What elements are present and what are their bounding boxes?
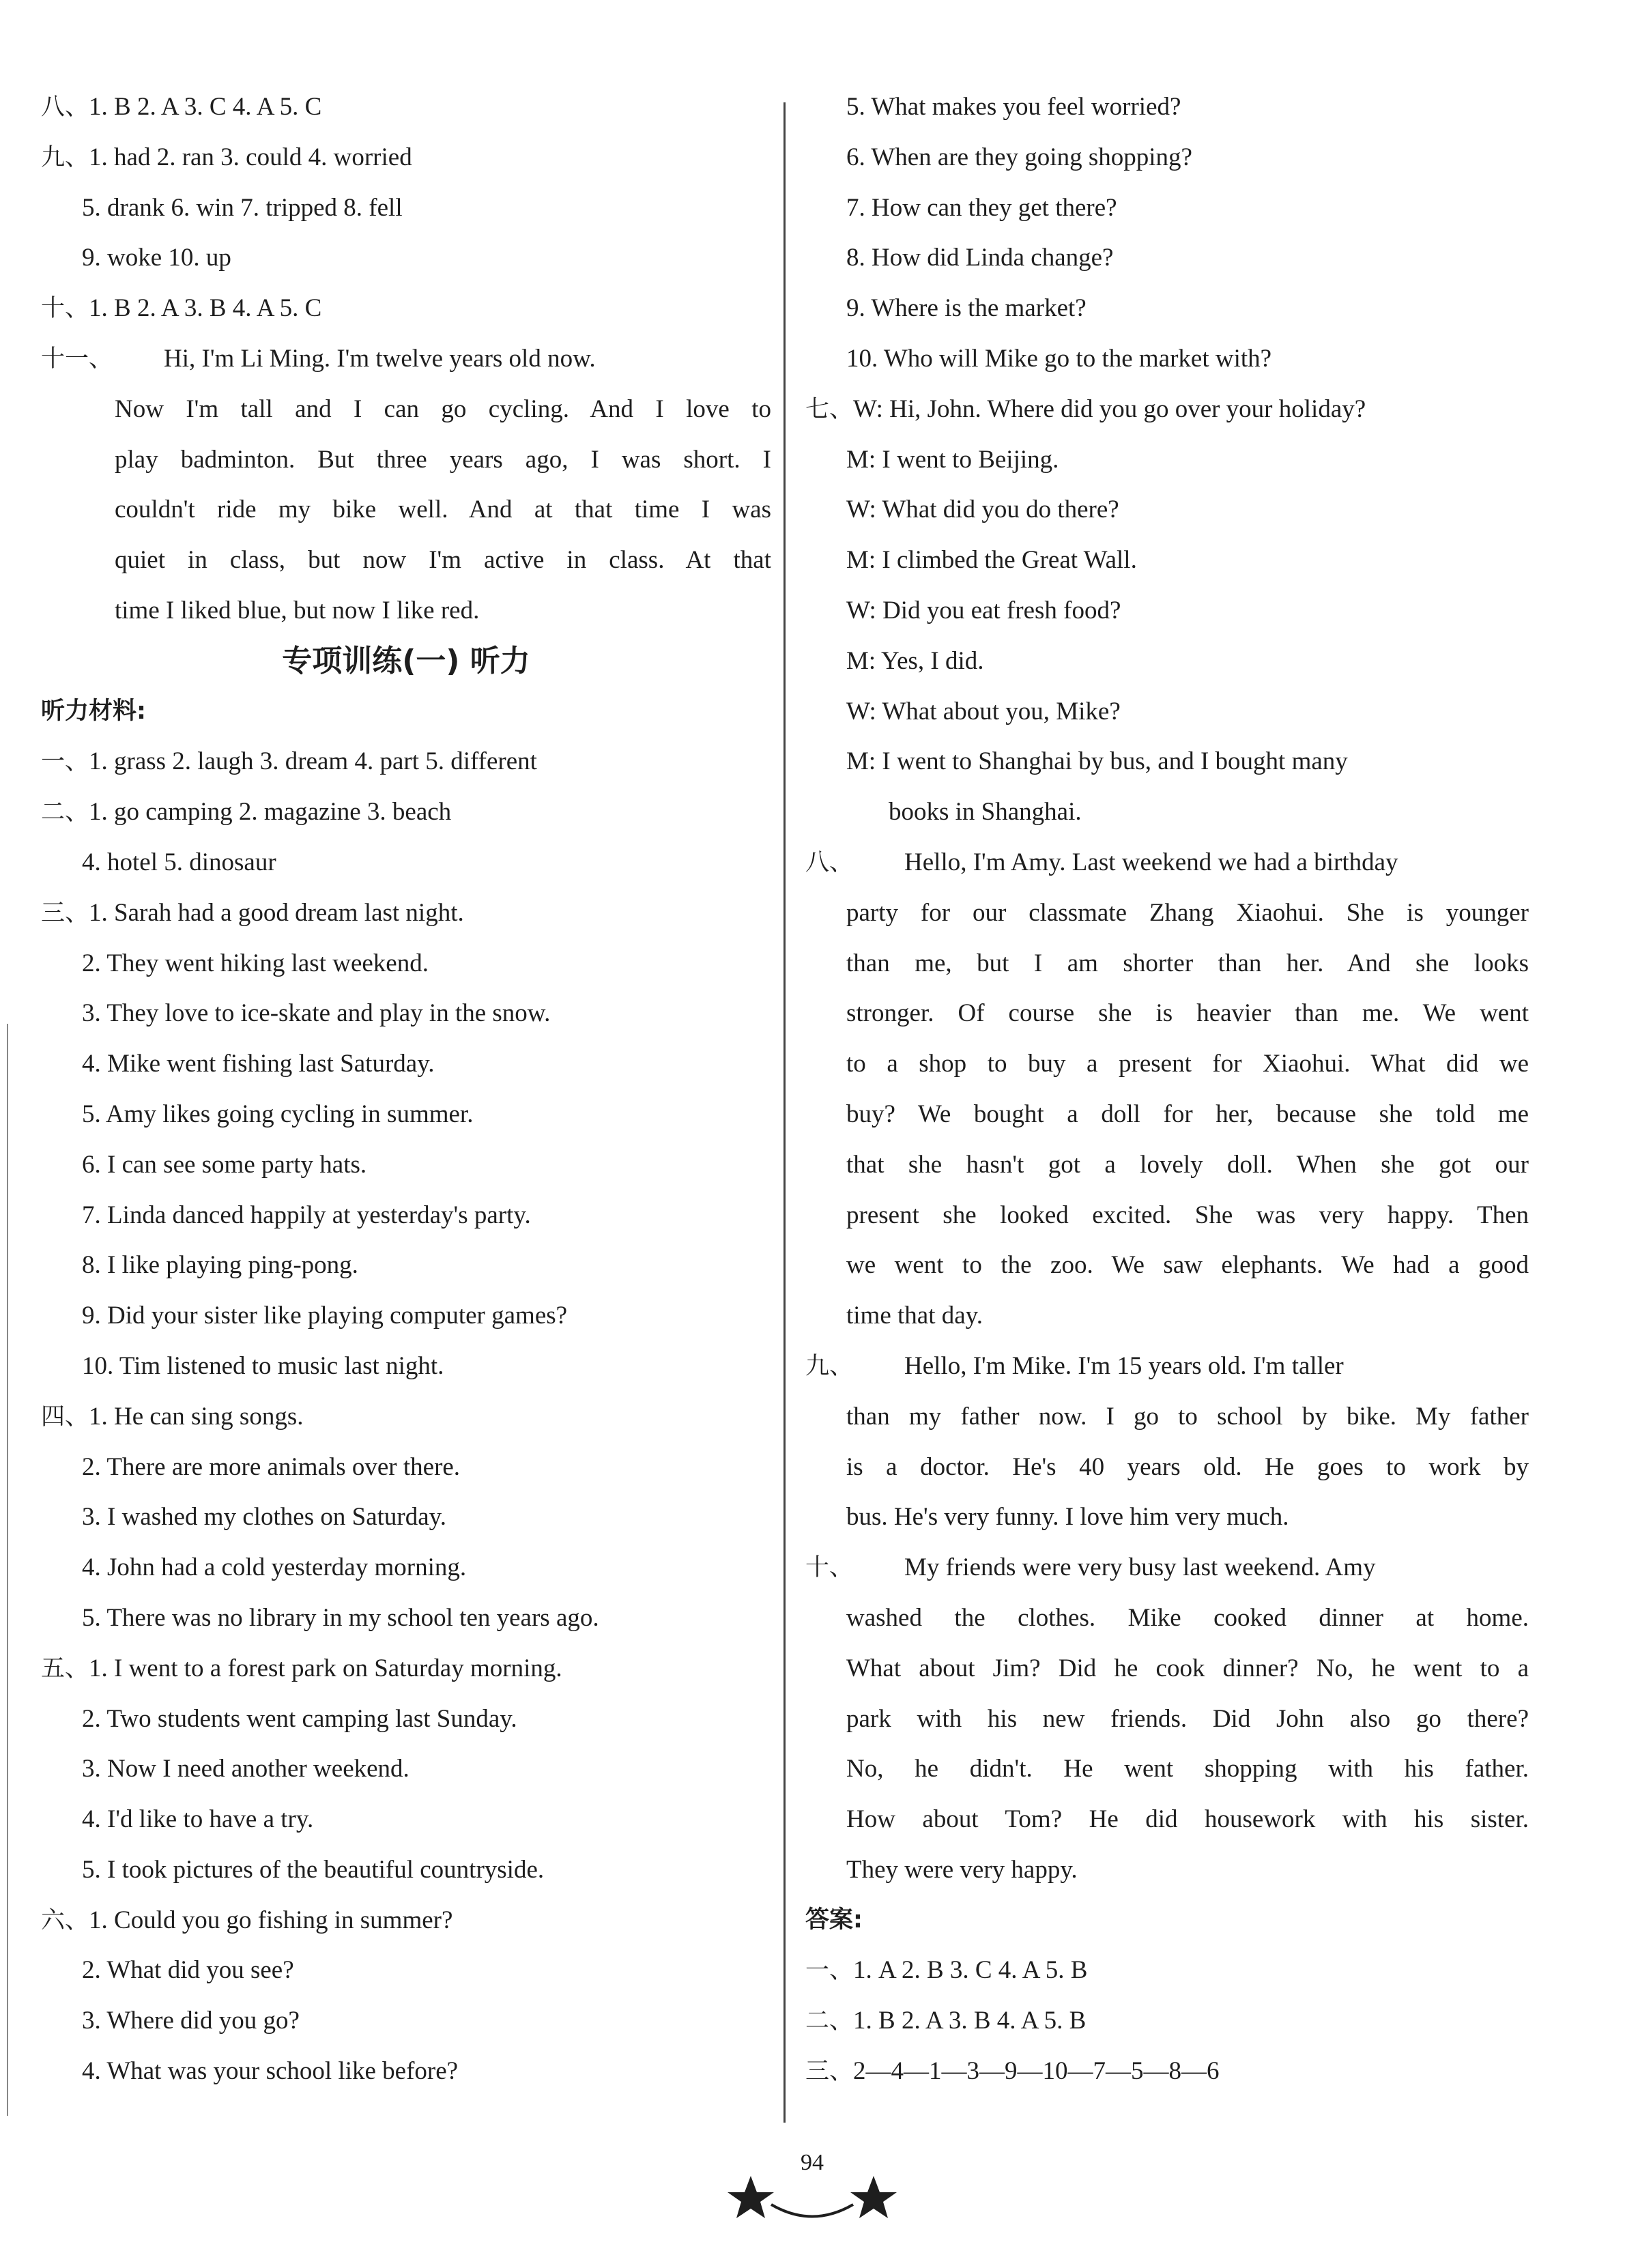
passage-jiu-line-1: 九、 Hello, I'm Mike. I'm 15 years old. I'm taller bbox=[805, 1351, 1344, 1380]
material-liu-3: 3. Where did you go? bbox=[82, 2007, 300, 2035]
passage-shiyi-line-5: quiet in class, but now I'm active in class. At that bbox=[115, 546, 771, 575]
material-wu-1: 五、1. I went to a forest park on Saturday morning. bbox=[41, 1654, 562, 1682]
passage-jiu-line-3: is a doctor. He's 40 years old. He goes to work by bbox=[846, 1452, 1529, 1481]
answer-key-er: 二、1. B 2. A 3. B 4. A 5. B bbox=[805, 2007, 1087, 2035]
page-number: 94 bbox=[801, 2150, 824, 2175]
materials-heading: 听力材料: bbox=[41, 697, 146, 725]
material-san-2: 2. They went hiking last weekend. bbox=[82, 949, 429, 977]
dialogue-qi-7: W: What about you, Mike? bbox=[846, 697, 1121, 726]
material-liu-6: 6. When are they going shopping? bbox=[846, 143, 1192, 171]
passage-ba-line-2: party for our classmate Zhang Xiaohui. She is younger bbox=[846, 898, 1529, 927]
material-san-7: 7. Linda danced happily at yesterday's party. bbox=[82, 1201, 531, 1229]
column-divider bbox=[783, 102, 786, 2123]
material-wu-3: 3. Now I need another weekend. bbox=[82, 1755, 409, 1783]
material-liu-2: 2. What did you see? bbox=[82, 1956, 294, 1985]
material-si-1: 四、1. He can sing songs. bbox=[41, 1402, 304, 1431]
dialogue-qi-5: W: Did you eat fresh food? bbox=[846, 596, 1121, 625]
passage-shiyi-line-6: time I liked blue, but now I like red. bbox=[115, 596, 480, 625]
passage-shiyi-line-4: couldn't ride my bike well. And at that time I was bbox=[115, 496, 771, 524]
material-san-1: 三、1. Sarah had a good dream last night. bbox=[41, 898, 464, 927]
star-ornament-icon bbox=[723, 2170, 901, 2225]
passage-shiyi-line-2: Now I'm tall and I can go cycling. And I love to bbox=[115, 394, 771, 423]
material-san-10: 10. Tim listened to music last night. bbox=[82, 1351, 444, 1380]
answer-shi: 十、1. B 2. A 3. B 4. A 5. C bbox=[41, 294, 322, 323]
dialogue-qi-1: 七、W: Hi, John. Where did you go over your holiday? bbox=[805, 394, 1366, 423]
answer-key-san: 三、2—4—1—3—9—10—7—5—8—6 bbox=[805, 2057, 1220, 2086]
dialogue-qi-9: books in Shanghai. bbox=[889, 798, 1082, 827]
dialogue-qi-3: W: What did you do there? bbox=[846, 496, 1119, 524]
passage-shi-line-3: What about Jim? Did he cook dinner? No, he went to a bbox=[846, 1654, 1529, 1682]
passage-shi-line-4: park with his new friends. Did John also go there? bbox=[846, 1704, 1529, 1733]
material-liu-4: 4. What was your school like before? bbox=[82, 2057, 459, 2086]
material-liu-10: 10. Who will Mike go to the market with? bbox=[846, 344, 1272, 373]
material-liu-7: 7. How can they get there? bbox=[846, 193, 1117, 222]
material-liu-8: 8. How did Linda change? bbox=[846, 244, 1114, 272]
material-san-5: 5. Amy likes going cycling in summer. bbox=[82, 1100, 474, 1128]
dialogue-qi-4: M: I climbed the Great Wall. bbox=[846, 546, 1137, 575]
passage-ba-line-1: 八、 Hello, I'm Amy. Last weekend we had a birthday bbox=[805, 848, 1398, 876]
passage-shi-line-1: 十、 My friends were very busy last weekend. Amy bbox=[805, 1553, 1376, 1582]
answers-heading: 答案: bbox=[805, 1906, 863, 1934]
material-wu-5: 5. I took pictures of the beautiful countryside. bbox=[82, 1855, 545, 1884]
material-si-4: 4. John had a cold yesterday morning. bbox=[82, 1553, 467, 1582]
answer-jiu-2: 5. drank 6. win 7. tripped 8. fell bbox=[82, 193, 403, 222]
passage-ba-line-8: present she looked excited. She was very happy. Then bbox=[846, 1201, 1529, 1229]
passage-ba-line-3: than me, but I am shorter than her. And she looks bbox=[846, 949, 1529, 977]
material-san-6: 6. I can see some party hats. bbox=[82, 1150, 367, 1179]
passage-shi-line-6: How about Tom? He did housework with his sister. bbox=[846, 1805, 1529, 1834]
answer-jiu-3: 9. woke 10. up bbox=[82, 244, 231, 272]
material-san-3: 3. They love to ice-skate and play in the snow. bbox=[82, 999, 551, 1028]
passage-jiu-line-4: bus. He's very funny. I love him very much. bbox=[846, 1503, 1289, 1532]
passage-shi-line-7: They were very happy. bbox=[846, 1855, 1078, 1884]
dialogue-qi-6: M: Yes, I did. bbox=[846, 646, 984, 675]
passage-ba-line-6: buy? We bought a doll for her, because she told me bbox=[846, 1100, 1529, 1128]
passage-shiyi-line-1: 十一、 Hi, I'm Li Ming. I'm twelve years old now. bbox=[41, 344, 596, 373]
material-si-5: 5. There was no library in my school ten years ago. bbox=[82, 1603, 599, 1632]
material-er-2: 4. hotel 5. dinosaur bbox=[82, 848, 276, 876]
material-si-2: 2. There are more animals over there. bbox=[82, 1452, 461, 1481]
material-wu-2: 2. Two students went camping last Sunday. bbox=[82, 1704, 517, 1733]
passage-ba-line-4: stronger. Of course she is heavier than me. We went bbox=[846, 999, 1529, 1028]
answer-jiu-1: 九、1. had 2. ran 3. could 4. worried bbox=[41, 143, 412, 171]
material-san-4: 4. Mike went fishing last Saturday. bbox=[82, 1050, 435, 1078]
passage-shiyi-line-3: play badminton. But three years ago, I was short. I bbox=[115, 445, 771, 474]
material-liu-5: 5. What makes you feel worried? bbox=[846, 93, 1181, 121]
right-column bbox=[805, 82, 1529, 2097]
section-title: 专项训练(一) 听力 bbox=[282, 643, 530, 678]
passage-ba-line-10: time that day. bbox=[846, 1302, 983, 1330]
material-san-9: 9. Did your sister like playing computer games? bbox=[82, 1302, 568, 1330]
material-liu-1: 六、1. Could you go fishing in summer? bbox=[41, 1906, 453, 1934]
page-footer bbox=[710, 2150, 915, 2232]
material-wu-4: 4. I'd like to have a try. bbox=[82, 1805, 314, 1834]
dialogue-qi-8: M: I went to Shanghai by bus, and I bought many bbox=[846, 747, 1348, 776]
passage-ba-line-7: that she hasn't got a lovely doll. When she got our bbox=[846, 1150, 1529, 1179]
passage-jiu-line-2: than my father now. I go to school by bike. My father bbox=[846, 1402, 1529, 1431]
material-si-3: 3. I washed my clothes on Saturday. bbox=[82, 1503, 446, 1532]
left-column bbox=[41, 82, 771, 2097]
passage-shi-line-2: washed the clothes. Mike cooked dinner at home. bbox=[846, 1603, 1529, 1632]
passage-shi-line-5: No, he didn't. He went shopping with his father. bbox=[846, 1755, 1529, 1783]
left-margin-rule bbox=[7, 1024, 8, 2116]
material-liu-9: 9. Where is the market? bbox=[846, 294, 1087, 323]
passage-ba-line-5: to a shop to buy a present for Xiaohui. What did we bbox=[846, 1050, 1529, 1078]
material-yi: 一、1. grass 2. laugh 3. dream 4. part 5. different bbox=[41, 747, 537, 776]
answer-key-yi: 一、1. A 2. B 3. C 4. A 5. B bbox=[805, 1956, 1088, 1985]
material-san-8: 8. I like playing ping-pong. bbox=[82, 1251, 358, 1280]
answer-ba: 八、1. B 2. A 3. C 4. A 5. C bbox=[41, 93, 322, 121]
material-er-1: 二、1. go camping 2. magazine 3. beach bbox=[41, 798, 452, 827]
passage-ba-line-9: we went to the zoo. We saw elephants. We had a good bbox=[846, 1251, 1529, 1280]
dialogue-qi-2: M: I went to Beijing. bbox=[846, 445, 1059, 474]
